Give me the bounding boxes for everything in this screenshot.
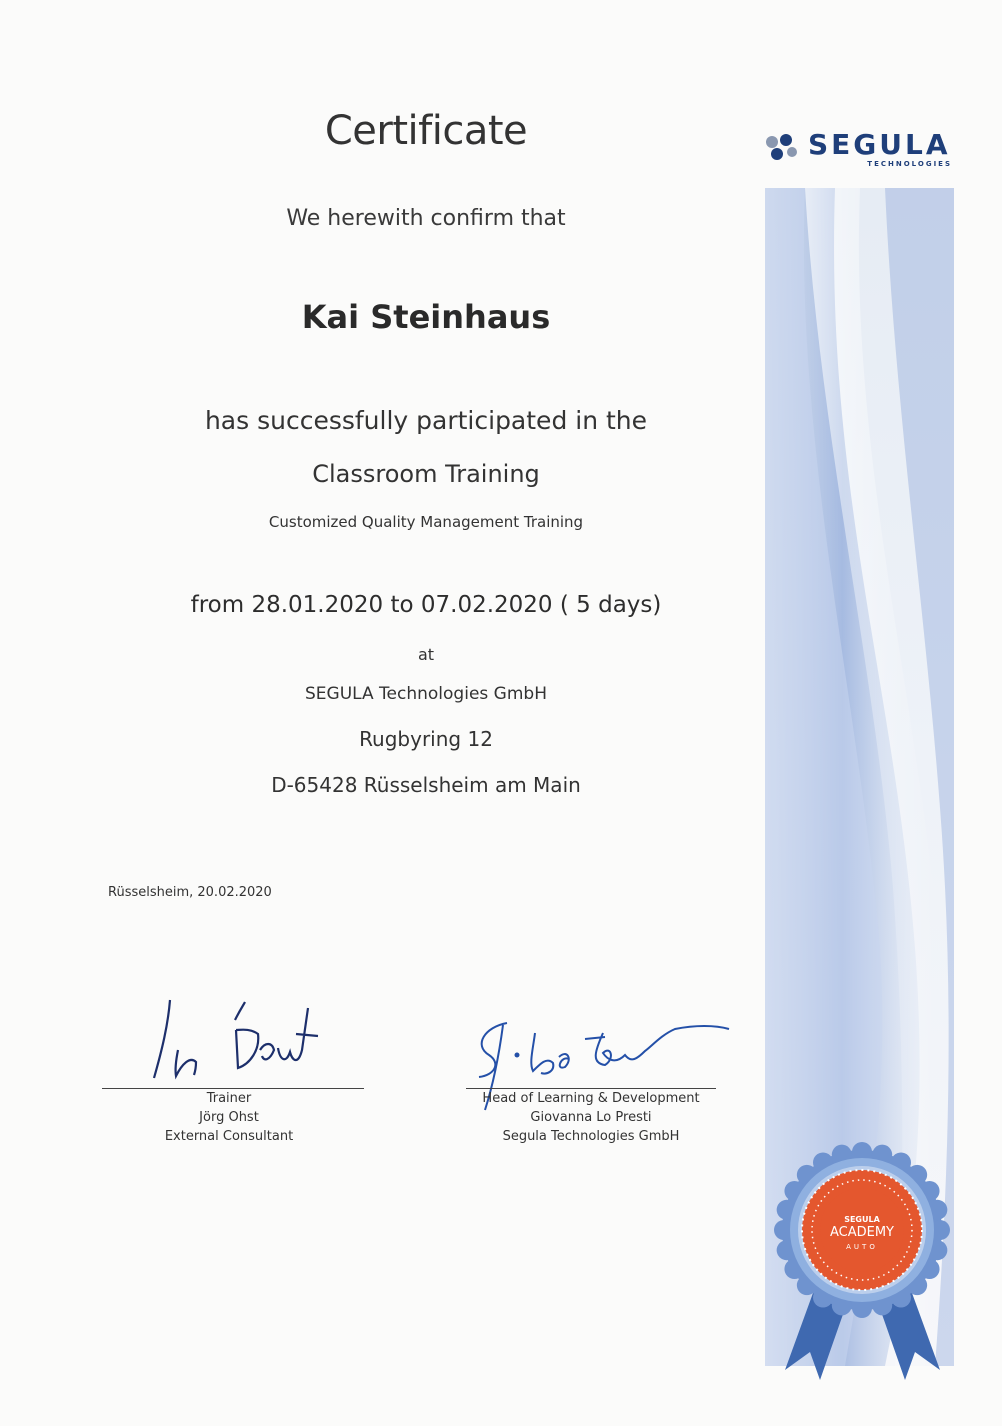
confirm-line: We herewith confirm that — [286, 206, 566, 231]
trainer-role: Trainer — [206, 1091, 252, 1106]
seal-title: ACADEMY — [829, 1225, 895, 1240]
recipient-name: Kai Steinhaus — [301, 298, 551, 336]
city-address: D-65428 Rüsselsheim am Main — [271, 773, 581, 797]
location-at: at — [417, 645, 435, 664]
head-signature-block — [466, 1089, 716, 1146]
participation-line: has successfully participated in the — [204, 406, 648, 435]
certificate-title: Certificate — [324, 108, 528, 154]
academy-seal-badge — [770, 1140, 955, 1385]
seal-brand: SEGULA — [844, 1215, 880, 1224]
trainer-affiliation: External Consultant — [164, 1129, 294, 1144]
logo-subtitle: TECHNOLOGIES — [867, 160, 952, 168]
seal-subtitle: AUTO — [846, 1243, 878, 1251]
trainer-name: Jörg Ohst — [199, 1110, 259, 1125]
head-affiliation: Segula Technologies GmbH — [502, 1129, 680, 1144]
training-dates: from 28.01.2020 to 07.02.2020 ( 5 days) — [190, 592, 662, 618]
street-address: Rugbyring 12 — [359, 727, 493, 751]
trainer-signature — [140, 990, 330, 1085]
company-name: SEGULA Technologies GmbH — [305, 684, 547, 704]
head-role: Head of Learning & Development — [482, 1091, 700, 1106]
course-name: Customized Quality Management Training — [268, 513, 584, 531]
head-name: Giovanna Lo Presti — [530, 1110, 652, 1125]
place-and-date: Rüsselsheim, 20.02.2020 — [108, 885, 272, 900]
logo-wordmark: SEGULA — [808, 128, 951, 161]
trainer-signature-block — [102, 1089, 356, 1146]
training-type: Classroom Training — [312, 460, 540, 488]
